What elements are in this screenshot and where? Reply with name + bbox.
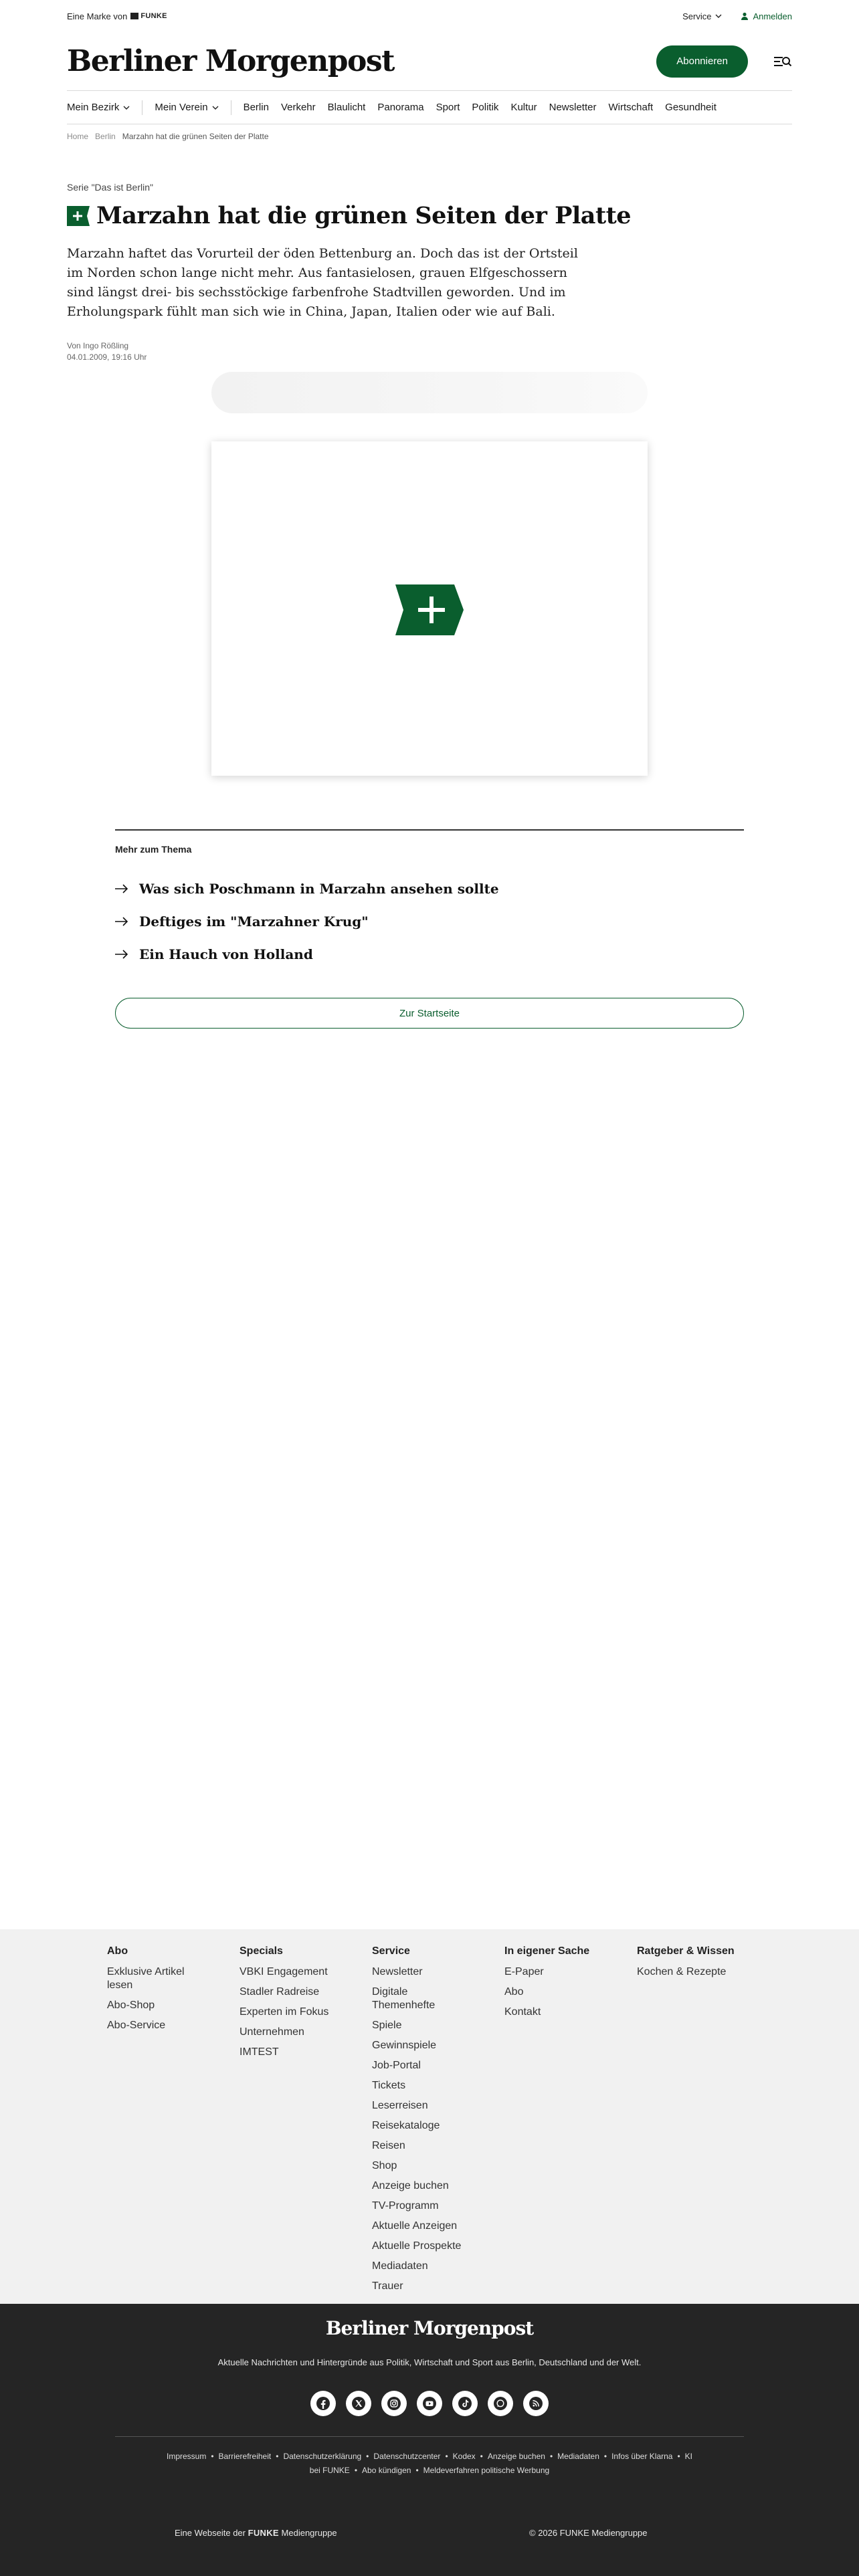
legal-link[interactable]: Meldeverfahren politische Werbung (423, 2466, 550, 2475)
login-link[interactable] (741, 11, 792, 21)
youtube-icon[interactable] (417, 2391, 442, 2416)
legal-link[interactable]: Kodex (452, 2452, 476, 2461)
footer-link[interactable]: Gewinnspiele (372, 2040, 437, 2051)
funke-logo[interactable]: FUNKE (248, 2528, 279, 2538)
main-nav (67, 91, 792, 124)
footer-link[interactable]: VBKI Engagement (240, 1966, 328, 1977)
nav-fade (752, 91, 792, 124)
footer-link[interactable]: Leserreisen (372, 2100, 428, 2111)
nav-item-berlin[interactable]: Berlin (243, 102, 269, 113)
footer-link[interactable]: Stadler Radreise (240, 1986, 320, 1998)
legal-link[interactable]: Mediadaten (557, 2452, 599, 2461)
footer-link[interactable]: Anzeige buchen (372, 2180, 449, 2191)
article-byline (67, 340, 792, 363)
footer-logo[interactable]: Berliner Morgenpost (325, 2317, 534, 2339)
masthead (67, 32, 792, 91)
legal-separator: • (445, 2452, 448, 2461)
related-item-title: Was sich Poschmann in Marzahn ansehen sollte (139, 880, 499, 897)
related-item[interactable] (115, 872, 744, 905)
footer-tagline: Aktuelle Nachrichten und Hintergründe aus Politik, Wirtschaft und Sport aus Berlin, Deutschland und der Welt. (217, 2357, 642, 2367)
funke-logo-icon (130, 13, 138, 19)
legal-separator: • (276, 2452, 279, 2461)
footer-link[interactable]: Unternehmen (240, 2026, 304, 2038)
funke-logo-text: FUNKE (140, 12, 167, 20)
legal-link[interactable]: Anzeige buchen (487, 2452, 545, 2461)
legal-separator: • (603, 2452, 607, 2461)
footer-link[interactable]: Digitale Themenhefte (372, 1986, 436, 2011)
plus-badge-icon (67, 206, 90, 226)
nav-item-newsletter[interactable]: Newsletter (549, 102, 597, 113)
login-label: Anmelden (753, 11, 792, 21)
brand-line (67, 11, 167, 21)
related-item[interactable] (115, 905, 744, 938)
footer-column-title: Abo (107, 1945, 128, 1957)
menu-search-icon[interactable] (773, 53, 792, 70)
legal-separator: • (354, 2466, 358, 2475)
facebook-icon[interactable] (310, 2391, 336, 2416)
footer-column-title: Service (372, 1945, 410, 1957)
nav-item-politik[interactable]: Politik (472, 102, 499, 113)
footer-link[interactable]: Job-Portal (372, 2060, 421, 2071)
footer-website-suffix: Mediengruppe (281, 2528, 337, 2538)
footer-link[interactable]: Experten im Fokus (240, 2006, 329, 2018)
footer-link[interactable]: TV-Programm (372, 2200, 439, 2212)
nav-item-kultur[interactable]: Kultur (510, 102, 537, 113)
legal-link[interactable]: Datenschutzerklärung (283, 2452, 362, 2461)
footer-link[interactable]: Abo-Service (107, 2020, 166, 2031)
article-teaser: Marzahn haftet das Vorurteil der öden Bettenburg an. Doch das ist der Ortsteil im Norden schon lange nicht mehr. Aus fantasielosen, grauen Elfgeschossern sind längst drei- bis sechsstöckige farbenfrohe Stadtvillen geworden. Und im Erholungspark fühlt man sich wie in China, Japan, Italien oder wie auf Bali. (67, 246, 578, 319)
footer-column-title: In eigener Sache (504, 1945, 590, 1957)
footer-link[interactable]: Exklusive Artikel lesen (107, 1966, 185, 1991)
related-item-title: Deftiges im "Marzahner Krug" (139, 913, 369, 930)
article-date: 04.01.2009, 19:16 Uhr (67, 352, 147, 362)
arrow-right-icon (115, 884, 128, 893)
nav-item-gesundheit[interactable]: Gesundheit (665, 102, 717, 113)
footer-link[interactable]: Mediadaten (372, 2260, 428, 2272)
loading-placeholder (211, 372, 648, 413)
legal-link[interactable]: Impressum (166, 2452, 207, 2461)
legal-links (115, 2450, 744, 2478)
footer-column (504, 1945, 637, 2300)
top-bar (67, 0, 792, 32)
footer-column-title: Specials (240, 1945, 283, 1957)
legal-link[interactable]: Datenschutzcenter (373, 2452, 441, 2461)
footer-link[interactable]: Aktuelle Anzeigen (372, 2220, 458, 2232)
legal-separator: • (677, 2452, 680, 2461)
tiktok-icon[interactable] (452, 2391, 478, 2416)
legal-link[interactable]: Abo kündigen (362, 2466, 411, 2475)
legal-link[interactable]: Barrierefreiheit (218, 2452, 272, 2461)
chevron-down-icon (212, 106, 219, 110)
related-item-title: Ein Hauch von Holland (139, 946, 313, 962)
related-item[interactable] (115, 938, 744, 970)
footer-website-prefix: Eine Webseite der (175, 2528, 246, 2538)
footer-link[interactable]: Trauer (372, 2280, 403, 2292)
plus-badge-icon (395, 584, 464, 635)
article-author[interactable]: Von Ingo Rößling (67, 341, 129, 350)
footer-link[interactable]: Spiele (372, 2020, 402, 2031)
nav-item-sport[interactable]: Sport (436, 102, 460, 113)
breadcrumb-current: Marzahn hat die grünen Seiten der Platte (122, 132, 269, 141)
nav-dropdown-mein-verein[interactable] (155, 102, 230, 113)
user-icon (741, 12, 749, 20)
nav-dropdown-label: Mein Verein (155, 102, 208, 113)
arrow-right-icon (115, 950, 128, 959)
social-links (310, 2391, 549, 2416)
footer-link[interactable]: Abo (504, 1986, 524, 1998)
legal-link[interactable]: KI (684, 2452, 693, 2461)
footer-column (107, 1945, 240, 2300)
nav-item-verkehr[interactable]: Verkehr (280, 102, 316, 113)
footer-link[interactable]: Abo-Shop (107, 2000, 155, 2011)
footer-link[interactable]: Shop (372, 2160, 397, 2171)
footer-links (0, 1929, 859, 2304)
footer-link[interactable]: E-Paper (504, 1966, 544, 1977)
nav-dropdown-label: Mein Bezirk (67, 102, 120, 113)
chevron-down-icon (123, 106, 130, 110)
footer-column (637, 1945, 769, 2300)
subscribe-button[interactable]: Abonnieren (656, 45, 748, 78)
footer-column-title: Ratgeber & Wissen (637, 1945, 735, 1957)
nav-item-blaulicht[interactable]: Blaulicht (327, 102, 366, 113)
related-articles (115, 829, 744, 970)
footer-link[interactable]: Tickets (372, 2080, 406, 2091)
footer-column (240, 1945, 372, 2300)
legal-separator: • (549, 2452, 553, 2461)
nav-item-wirtschaft[interactable]: Wirtschaft (608, 102, 654, 113)
service-label: Service (682, 11, 712, 21)
legal-separator: • (211, 2452, 214, 2461)
footer-link[interactable]: Newsletter (372, 1966, 423, 1977)
footer-link[interactable]: Reisekataloge (372, 2120, 440, 2131)
footer-column (372, 1945, 504, 2300)
rss-icon[interactable] (523, 2391, 549, 2416)
footer-link[interactable]: Kontakt (504, 2006, 541, 2018)
article-series: Serie "Das ist Berlin" (67, 182, 153, 193)
related-title: Mehr zum Thema (115, 844, 192, 855)
footer-dark (0, 2304, 859, 2576)
breadcrumb (67, 124, 792, 148)
paywall-box (211, 441, 648, 776)
arrow-right-icon (115, 917, 128, 926)
breadcrumb-home[interactable]: Home (67, 132, 89, 141)
legal-separator: • (415, 2466, 419, 2475)
x-icon[interactable] (346, 2391, 371, 2416)
whatsapp-icon[interactable] (488, 2391, 513, 2416)
footer-divider (115, 2436, 744, 2437)
service-dropdown[interactable] (682, 11, 722, 21)
footer-website-note (175, 2528, 337, 2538)
nav-item-panorama[interactable]: Panorama (377, 102, 424, 113)
home-button[interactable]: Zur Startseite (115, 998, 744, 1029)
legal-link-continued[interactable]: bei FUNKE (309, 2466, 350, 2475)
site-logo[interactable]: Berliner Morgenpost (67, 44, 394, 78)
funke-logo[interactable] (130, 12, 167, 20)
footer-link[interactable]: Aktuelle Prospekte (372, 2240, 462, 2252)
page-title: Marzahn hat die grünen Seiten der Platte (96, 202, 632, 229)
breadcrumb-berlin[interactable]: Berlin (95, 132, 116, 141)
copyright: © 2026 FUNKE Mediengruppe (529, 2528, 648, 2538)
legal-link[interactable]: Infos über Klarna (611, 2452, 673, 2461)
nav-dropdown-mein-bezirk[interactable] (67, 102, 142, 113)
chevron-down-icon (715, 14, 722, 18)
legal-separator: • (366, 2452, 369, 2461)
instagram-icon[interactable] (381, 2391, 407, 2416)
brand-prefix: Eine Marke von (67, 11, 128, 21)
footer-link[interactable]: Kochen & Rezepte (637, 1966, 727, 1977)
legal-separator: • (480, 2452, 483, 2461)
footer-link[interactable]: IMTEST (240, 2046, 279, 2058)
footer-link[interactable]: Reisen (372, 2140, 405, 2151)
article-headline (67, 202, 792, 229)
